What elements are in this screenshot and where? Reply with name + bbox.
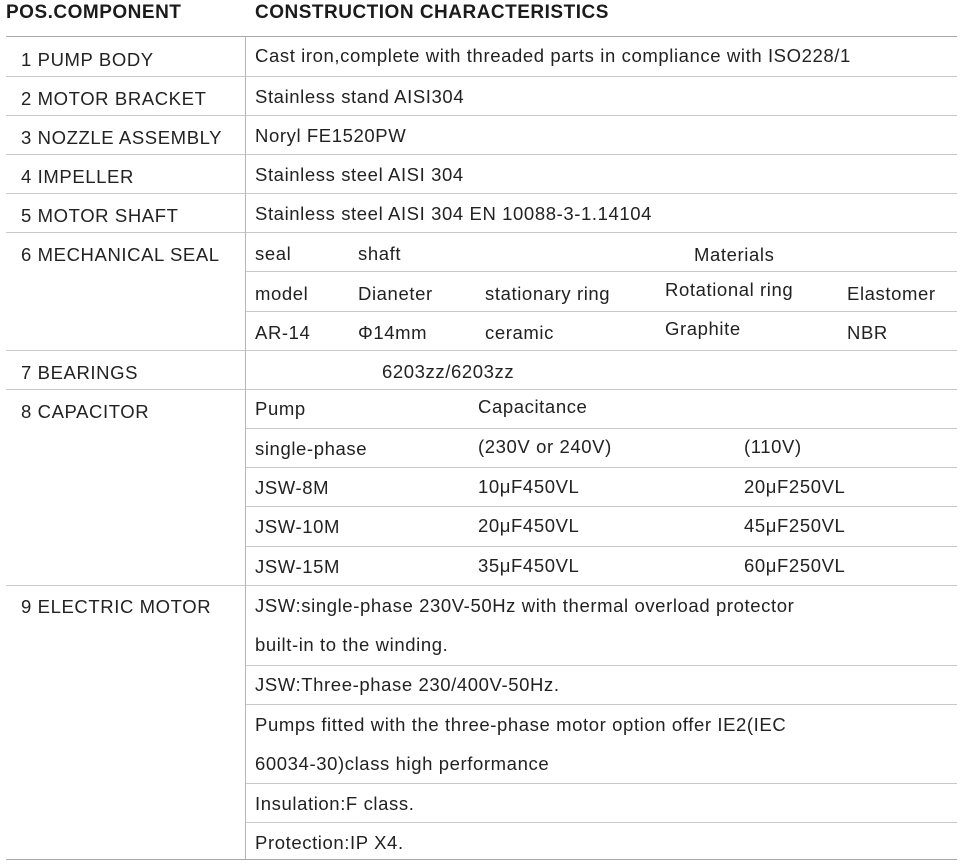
row-divider (6, 232, 957, 233)
row-value-nozzle-assembly: Noryl FE1520PW (255, 125, 407, 146)
motor-line: Pumps fitted with the three-phase motor option offer IE2(IEC (255, 714, 787, 735)
row-label-pump-body: 1 PUMP BODY (21, 49, 154, 70)
column-divider (245, 36, 246, 859)
header-pos-component: POS.COMPONENT (6, 2, 182, 23)
capacitor-subdivider (245, 506, 957, 507)
row-value-pump-body: Cast iron,complete with threaded parts in compliance with ISO228/1 (255, 45, 851, 66)
motor-line: Insulation:F class. (255, 793, 415, 814)
row-divider (6, 154, 957, 155)
capacitor-subdivider (245, 546, 957, 547)
seal-header-elastomer: Elastomer (847, 283, 936, 304)
motor-subdivider (245, 704, 957, 705)
row-divider (6, 76, 957, 77)
seal-header-model: model (255, 283, 309, 304)
seal-header-stationary-ring: stationary ring (485, 283, 611, 304)
seal-header-shaft: shaft (358, 243, 402, 264)
row-label-motor-bracket: 2 MOTOR BRACKET (21, 88, 207, 109)
capacitor-model: JSW-10M (255, 516, 341, 537)
motor-line: JSW:single-phase 230V-50Hz with thermal overload protector (255, 595, 795, 616)
seal-header-diameter: Dianeter (358, 283, 433, 304)
capacitor-header-capacitance: Capacitance (478, 396, 588, 417)
seal-header-rotational-ring: Rotational ring (665, 279, 794, 300)
seal-diameter: Φ14mm (358, 322, 428, 343)
row-label-nozzle-assembly: 3 NOZZLE ASSEMBLY (21, 127, 223, 148)
motor-subdivider (245, 822, 957, 823)
row-divider (6, 193, 957, 194)
row-label-bearings: 7 BEARINGS (21, 362, 139, 383)
motor-line: 60034-30)class high performance (255, 753, 550, 774)
seal-model: AR-14 (255, 322, 311, 343)
capacitor-value-110v: 60μF250VL (744, 555, 846, 576)
bottom-rule (6, 859, 957, 860)
capacitor-header-phase: single-phase (255, 438, 368, 459)
seal-subdivider (245, 311, 957, 312)
seal-elastomer: NBR (847, 322, 888, 343)
capacitor-header-110v: (110V) (744, 436, 802, 457)
capacitor-value-230v: 35μF450VL (478, 555, 580, 576)
capacitor-header-pump: Pump (255, 398, 306, 419)
row-value-impeller: Stainless steel AISI 304 (255, 164, 464, 185)
capacitor-value-230v: 20μF450VL (478, 515, 580, 536)
row-divider (6, 115, 957, 116)
capacitor-subdivider (245, 467, 957, 468)
seal-header-seal: seal (255, 243, 292, 264)
motor-subdivider (245, 665, 957, 666)
row-divider (6, 585, 957, 586)
motor-subdivider (245, 783, 957, 784)
row-label-capacitor: 8 CAPACITOR (21, 401, 150, 422)
motor-line: built-in to the winding. (255, 634, 449, 655)
row-value-bearings: 6203zz/6203zz (382, 361, 515, 382)
row-label-impeller: 4 IMPELLER (21, 166, 134, 187)
seal-header-materials: Materials (694, 244, 775, 265)
capacitor-value-230v: 10μF450VL (478, 476, 580, 497)
row-divider (6, 350, 957, 351)
capacitor-value-110v: 45μF250VL (744, 515, 846, 536)
seal-stationary-ring: ceramic (485, 322, 554, 343)
motor-line: Protection:IP X4. (255, 832, 404, 853)
row-value-motor-shaft: Stainless steel AISI 304 EN 10088-3-1.14104 (255, 203, 653, 224)
top-rule (6, 36, 957, 37)
row-divider (6, 389, 957, 390)
motor-line: JSW:Three-phase 230/400V-50Hz. (255, 674, 560, 695)
seal-rotational-ring: Graphite (665, 318, 741, 339)
row-label-mechanical-seal: 6 MECHANICAL SEAL (21, 244, 220, 265)
seal-subdivider (245, 271, 957, 272)
row-label-motor-shaft: 5 MOTOR SHAFT (21, 205, 179, 226)
capacitor-model: JSW-8M (255, 477, 330, 498)
capacitor-value-110v: 20μF250VL (744, 476, 846, 497)
row-value-motor-bracket: Stainless stand AISI304 (255, 86, 465, 107)
row-label-electric-motor: 9 ELECTRIC MOTOR (21, 596, 212, 617)
header-construction: CONSTRUCTION CHARACTERISTICS (255, 2, 609, 23)
capacitor-header-230v: (230V or 240V) (478, 436, 612, 457)
capacitor-subdivider (245, 428, 957, 429)
capacitor-model: JSW-15M (255, 556, 341, 577)
